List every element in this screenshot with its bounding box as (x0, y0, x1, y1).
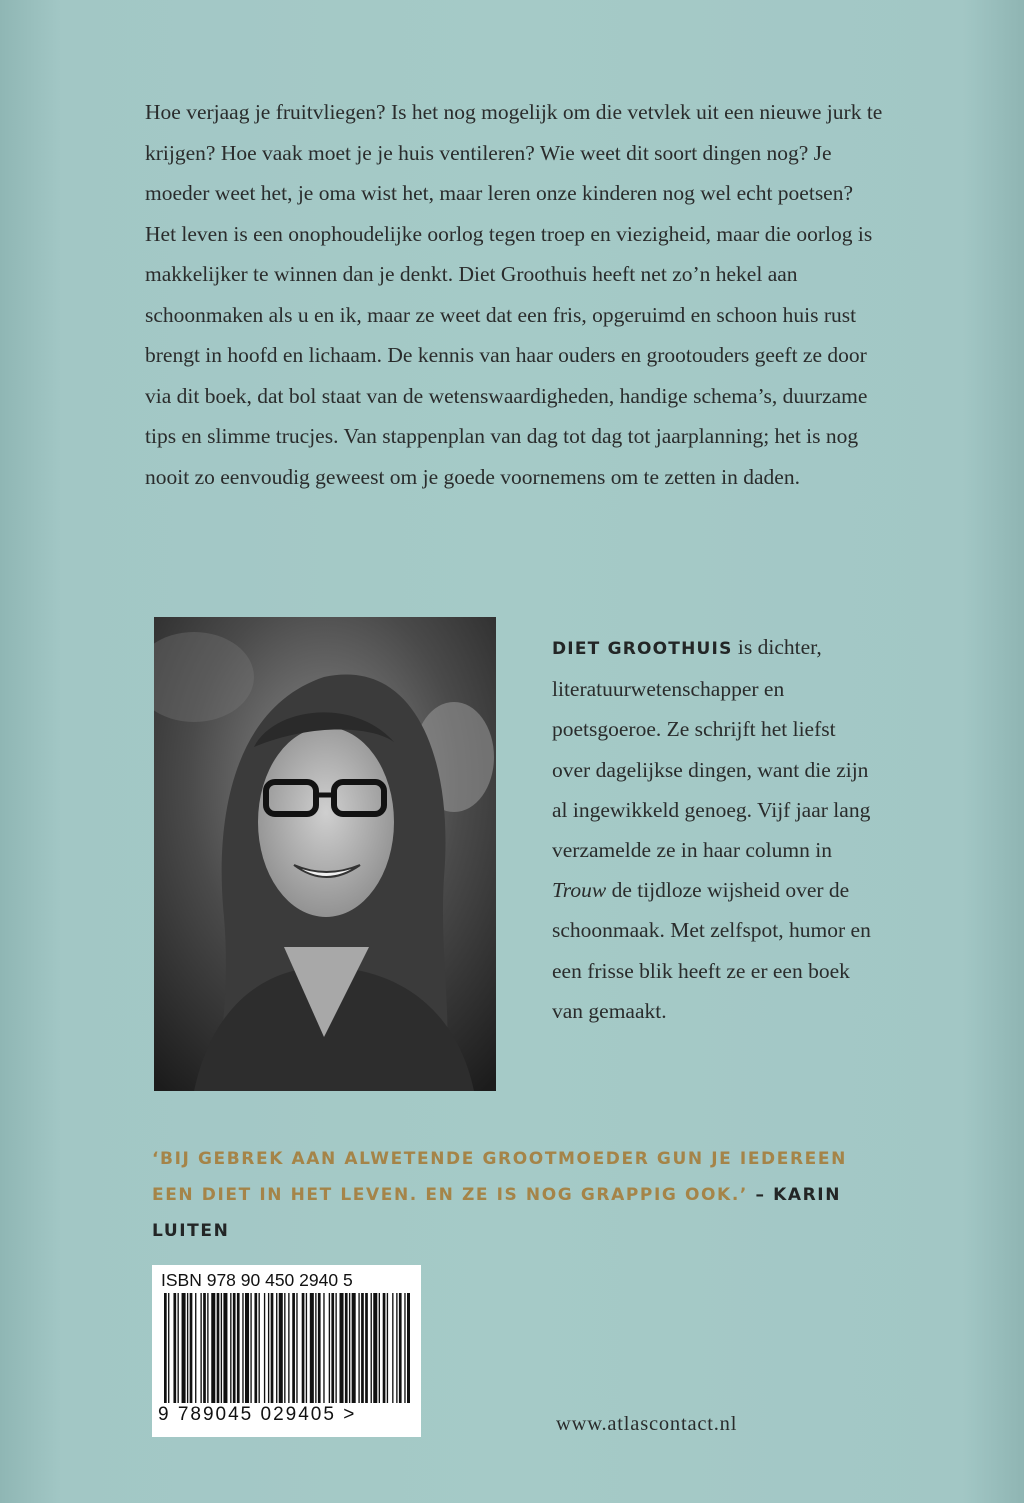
isbn-barcode (152, 1265, 421, 1437)
publisher-url: www.atlascontact.nl (556, 1413, 738, 1435)
blurb-paragraph-1: Hoe verjaag je fruitvliegen? Is het nog mogelijk om die vetvlek uit een nieuwe jurk te krijgen? Hoe vaak moet je je huis ventileren? Wie weet dit soort dingen nog? Je moeder weet het, je oma wist het, maar leren onze kinderen nog wel echt poetsen? (145, 100, 883, 205)
quote-attribution: – KARIN LUITEN (152, 1185, 842, 1241)
quote-text: ‘BIJ GEBREK AAN ALWETENDE GROOTMOEDER GUN JE IEDEREEN EEN DIET IN HET LEVEN. EN ZE IS NOG GRAPPIG OOK.’ (152, 1149, 847, 1205)
author-bio (552, 627, 872, 1031)
author-name: DIET GROOTHUIS (552, 639, 733, 659)
barcode-bars (164, 1293, 410, 1403)
author-photo (154, 617, 496, 1091)
isbn-label: ISBN 978 90 450 2940 5 (161, 1270, 353, 1290)
author-portrait-illustration (154, 617, 496, 1091)
newspaper-name: Trouw (552, 878, 607, 903)
blurb-text (145, 92, 885, 497)
review-quote (152, 1141, 892, 1249)
bio-text-1: is dichter, literatuurwetenschapper en poetsgoeroe. Ze schrijft het liefst over dagelijkse dingen, want die zijn al ingewikkeld genoeg. Vijf jaar lang verzamelde ze in haar column in (552, 635, 871, 863)
ean-digits: 9 789045 029405 > (158, 1404, 357, 1425)
blurb-paragraph-2: Het leven is een onophoudelijke oorlog tegen troep en viezigheid, maar die oorlog is makkelijker te winnen dan je denkt. Diet Groothuis heeft net zo’n hekel aan schoonmaken als u en ik, maar ze weet dat een fris, opgeruimd en schoon huis rust brengt in hoofd en lichaam. De kennis van haar ouders en grootouders geeft ze door via dit boek, dat bol staat van de wetenswaardigheden, handige schema’s, duurzame tips en slimme trucjes. Van stappenplan van dag tot dag tot jaarplanning; het is nog nooit zo eenvoudig geweest om je goede voornemens om te zetten in daden. (145, 221, 873, 489)
bio-text-2: de tijdloze wijsheid over de schoonmaak. Met zelfspot, humor en een frisse blik heeft ze er een boek van gemaakt. (552, 878, 871, 1023)
